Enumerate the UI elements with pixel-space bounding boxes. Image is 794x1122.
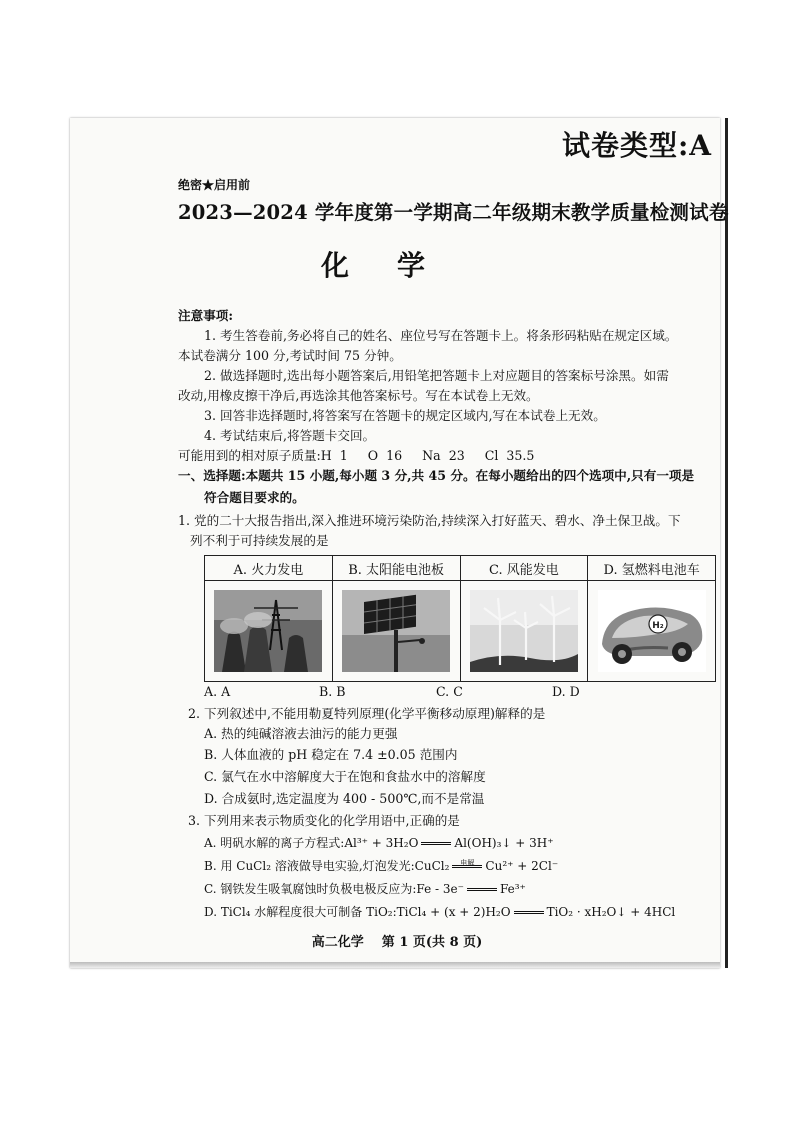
q1-option-table <box>204 555 716 682</box>
q3-option-d <box>204 902 675 922</box>
q2-option-c: C. 氯气在水中溶解度大于在饱和食盐水中的溶解度 <box>204 769 486 784</box>
confidential-mark: 绝密★启用前 <box>178 178 251 192</box>
notice-heading: 注意事项: <box>178 308 234 323</box>
q1-table-header-d: D. 氢燃料电池车 <box>588 556 716 581</box>
q1-image-cell-a <box>205 581 333 682</box>
q2-option-b: B. 人体血液的 pH 稳定在 7.4 ±0.05 范围内 <box>204 747 458 762</box>
hydrogen-badge-label: H₂ <box>651 621 664 631</box>
q3-option-d-right: TiO₂ · xH₂O↓ + 4HCl <box>546 905 676 919</box>
thermal-power-plant-image <box>214 590 322 672</box>
notice-item-3: 3. 回答非选择题时,将答案写在答题卡的规定区域内,写在本试卷上无效。 <box>204 408 606 423</box>
q2-option-a: A. 热的纯碱溶液去油污的能力更强 <box>204 726 398 741</box>
q1-option-c: C. C <box>436 684 463 699</box>
wind-turbines-image <box>470 590 578 672</box>
q3-option-d-left: D. TiCl₄ 水解程度很大可制备 TiO₂:TiCl₄ + (x + 2)H₂O <box>204 905 511 919</box>
q1-image-cell-d <box>588 581 716 682</box>
q3-option-b-right: Cu²⁺ + 2Cl⁻ <box>485 859 559 873</box>
q1-stem: 1. 党的二十大报告指出,深入推进环境污染防治,持续深入打好蓝天、碧水、净土保卫战。下 <box>178 513 681 528</box>
paper-bottom-edge <box>70 962 720 968</box>
exam-type-label: 试卷类型:A <box>561 129 712 162</box>
notice-item-2-cont: 改动,用橡皮擦干净后,再选涂其他答案标号。写在本试卷上无效。 <box>178 388 539 403</box>
equilibrium-arrow-icon <box>421 842 451 845</box>
section1-heading: 一、选择题:本题共 15 小题,每小题 3 分,共 45 分。在每小题给出的四个选项中,只有一项是 <box>178 468 695 483</box>
q3-option-c <box>204 879 526 899</box>
q3-option-c-right: Fe³⁺ <box>499 882 526 896</box>
exam-title: 2023—2024 学年度第一学期高二年级期末教学质量检测试卷 <box>178 201 729 224</box>
q3-option-b <box>204 856 558 876</box>
q1-table-header-c: C. 风能发电 <box>460 556 588 581</box>
q1-table-header-b: B. 太阳能电池板 <box>332 556 460 581</box>
electrolysis-condition: 电解 <box>460 859 475 867</box>
q3-option-b-left: B. 用 CuCl₂ 溶液做导电实验,灯泡发光:CuCl₂ <box>204 859 450 873</box>
q1-stem-cont: 列不利于可持续发展的是 <box>190 533 329 548</box>
reaction-arrow-icon <box>467 888 497 891</box>
q1-table-header-a: A. 火力发电 <box>205 556 333 581</box>
q1-option-b: B. B <box>319 684 346 699</box>
hydrogen-car-image <box>598 590 706 672</box>
notice-item-2: 2. 做选择题时,选出每小题答案后,用铅笔把答题卡上对应题目的答案标号涂黑。如需 <box>204 368 669 383</box>
notice-item-1-cont: 本试卷满分 100 分,考试时间 75 分钟。 <box>178 348 402 363</box>
subject-title: 化学 <box>320 249 473 282</box>
q3-stem: 3. 下列用来表示物质变化的化学用语中,正确的是 <box>188 813 460 828</box>
q3-option-a <box>204 833 554 853</box>
q3-option-a-left: A. 明矾水解的离子方程式:Al³⁺ + 3H₂O <box>204 836 419 850</box>
q3-option-a-right: Al(OH)₃↓ + 3H⁺ <box>454 836 554 850</box>
q2-stem: 2. 下列叙述中,不能用勒夏特列原理(化学平衡移动原理)解释的是 <box>188 706 546 721</box>
notice-item-4: 4. 考试结束后,将答题卡交回。 <box>204 428 376 443</box>
q2-option-d: D. 合成氨时,选定温度为 400 - 500℃,而不是常温 <box>204 791 485 806</box>
q1-image-cell-c <box>460 581 588 682</box>
notice-item-1: 1. 考生答卷前,务必将自己的姓名、座位号写在答题卡上。将条形码粘贴在规定区域。 <box>204 328 678 343</box>
q1-option-d: D. D <box>552 684 580 699</box>
reaction-arrow-icon <box>514 911 544 914</box>
q3-option-c-left: C. 钢铁发生吸氧腐蚀时负极电极反应为:Fe - 3e⁻ <box>204 882 464 896</box>
solar-panel-image <box>342 590 450 672</box>
section1-heading-cont: 符合题目要求的。 <box>204 490 305 505</box>
q1-option-a: A. A <box>204 684 231 699</box>
q1-image-cell-b <box>332 581 460 682</box>
atomic-masses: 可能用到的相对原子质量:H 1 O 16 Na 23 Cl 35.5 <box>178 448 535 463</box>
electrolysis-arrow <box>452 859 482 868</box>
page-footer: 高二化学 第 1 页(共 8 页) <box>311 935 483 950</box>
